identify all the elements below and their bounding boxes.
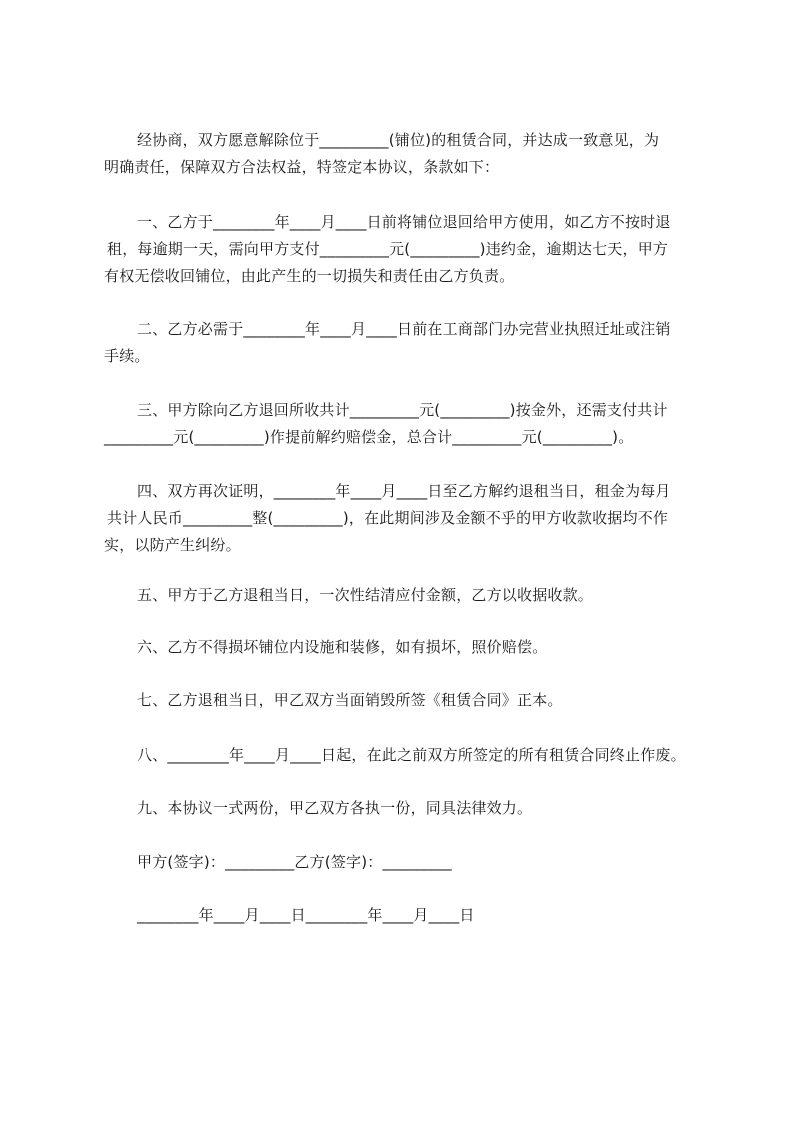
clause-4-line-2: 共计人民币_________整(_________)，在此期间涉及金额不乎的甲方收款收据均不作 [107,509,669,527]
clause-3-line-1: 三、甲方除向乙方退回所收共计_________元(_________)按金外，还需支付共计 [137,401,668,419]
clause-1-line-2: 租，每逾期一天，需向甲方支付_________元(_________)违约金，逾期达七天，甲方 [107,240,669,258]
clause-1-line-1: 一、乙方于________年____月____日前将铺位退回给甲方使用，如乙方不按时退 [137,213,671,231]
clause-8: 八、________年____月____日起，在此之前双方所签定的所有租赁合同终止作废。 [137,746,686,764]
clause-4-line-3: 实，以防产生纠纷。 [104,536,241,554]
clause-2-line-1: 二、乙方必需于________年____月____日前在工商部门办完营业执照迁址或注销 [137,320,671,338]
clause-4-line-1: 四、双方再次证明，________年____月____日至乙方解约退租当日，租金为每月 [137,482,671,500]
clause-6: 六、乙方不得损坏铺位内设施和装修，如有损坏，照价赔偿。 [137,638,548,656]
clause-5: 五、甲方于乙方退租当日，一次性结清应付金额，乙方以收据收款。 [137,586,594,604]
clause-1-line-3: 有权无偿收回铺位，由此产生的一切损失和责任由乙方负责。 [104,267,515,285]
intro-line-2: 明确责任，保障双方合法权益，特签定本协议，条款如下： [104,158,500,176]
clause-2-line-2: 手续。 [104,347,150,365]
clause-9: 九、本协议一式两份，甲乙双方各执一份，同具法律效力。 [137,799,533,817]
intro-line-1: 经协商，双方愿意解除位于_________(铺位)的租赁合同，并达成一致意见，为 [137,131,660,149]
date-line: ________年____月____日________年____月____日 [137,906,475,924]
clause-3-line-2: _________元(_________)作提前解约赔偿金，总合计_________元(_________)。 [104,428,634,446]
clause-7: 七、乙方退租当日，甲乙双方当面销毁所签《租赁合同》正本。 [137,691,563,709]
signature-line: 甲方(签字)：_________乙方(签字)：_________ [137,853,452,871]
